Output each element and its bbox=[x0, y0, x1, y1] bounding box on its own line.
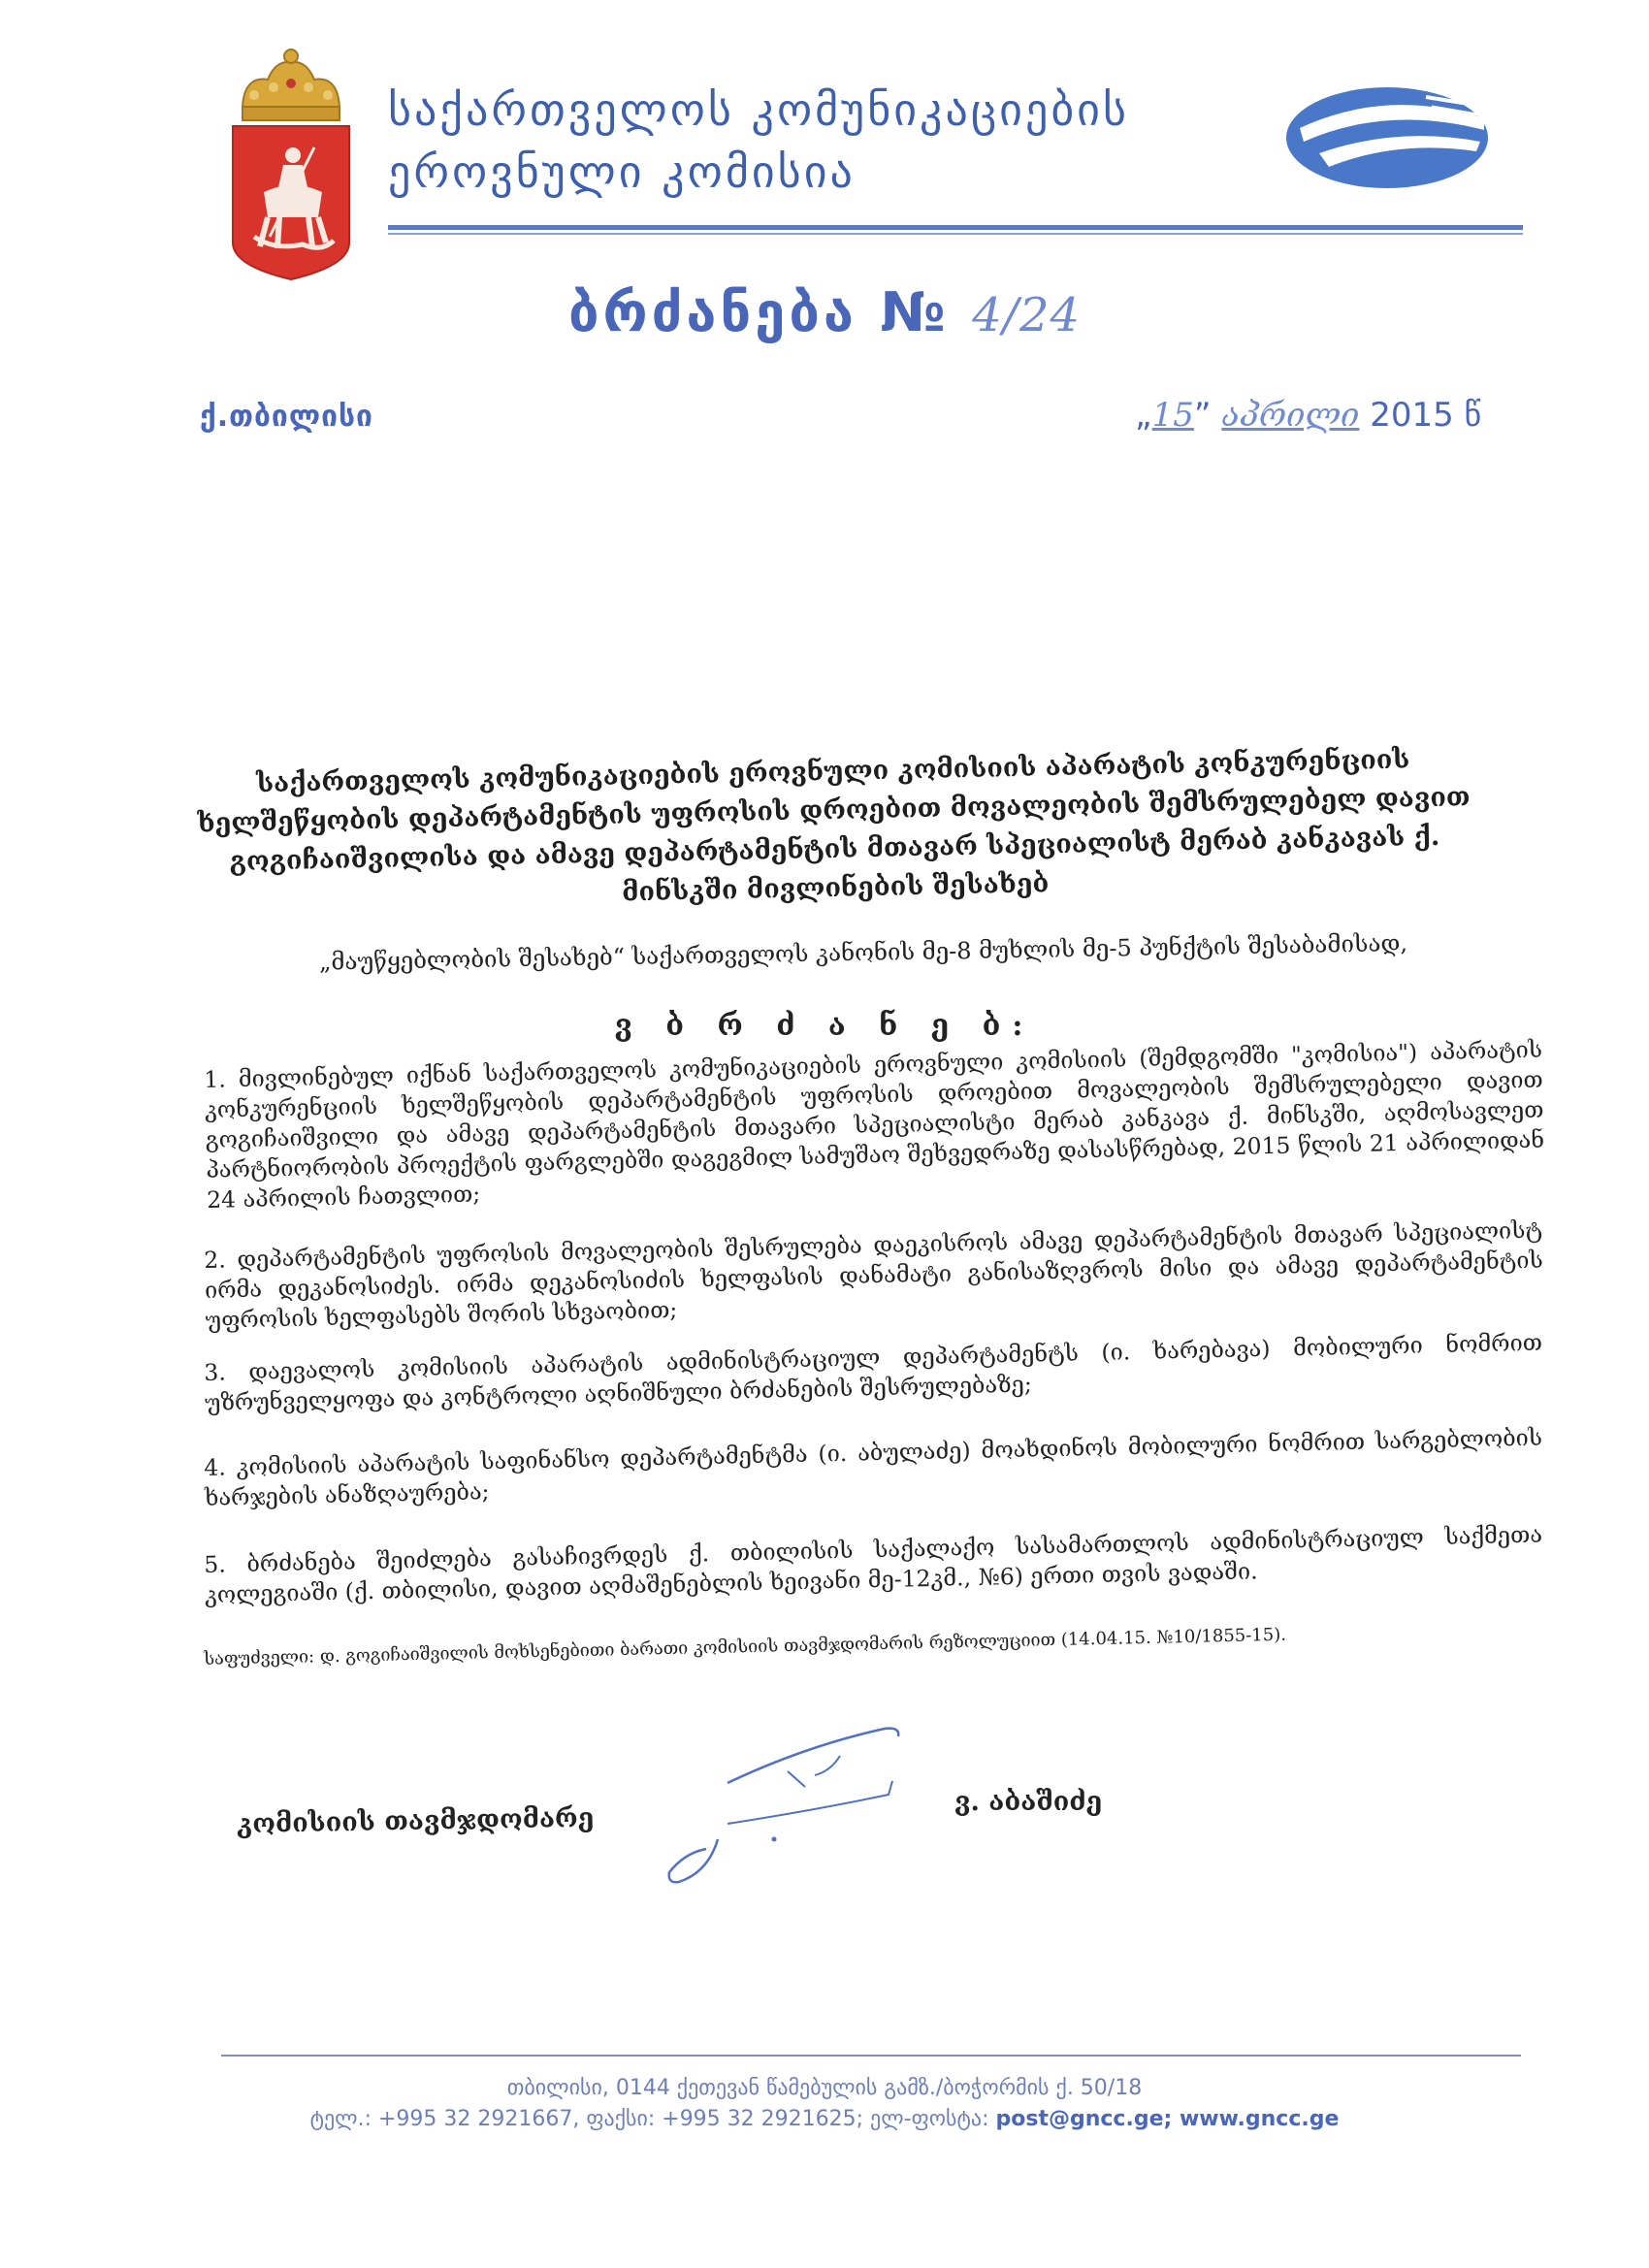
order-number: 4/24 bbox=[972, 288, 1082, 342]
date-open-quote: „ bbox=[1135, 396, 1152, 435]
decree-heading: ვ ბ რ ძ ა ნ ე ბ: bbox=[614, 1009, 1035, 1043]
basis-footnote: საფუძველი: დ. გოგიჩაიშვილის მოხსენებითი ბარათი კომისიის თავმჯდომარის რეზოლუციით (14.04.15. №10/1855-15). bbox=[204, 1624, 1287, 1669]
header-rule bbox=[388, 225, 1523, 230]
city-label: ქ.თბილისი bbox=[200, 400, 373, 434]
order-item-1: 1. მივლინებულ იქნან საქართველოს კომუნიკაციების ეროვნული კომისიის (შემდგომში "კომისია") აპარატის კონკურენციის ხელშეწყობის დეპარტამენტის უფროსის დროებით მოვალეობის შემსრულებელი დავით გოგიჩაიშვილი და ამავე დეპარტამენტის მთავარი სპეციალისტი მერაბ კანკავა ქ. მინსკში, აღმოსავლეთ პარტნიორობის პროექტის ფარგლებში დაგეგმილ სამუშაო შეხვედრაზე დასასწრებად, 2015 წლის 21 აპრილიდან 24 აპრილის ჩათვლით; bbox=[204, 1035, 1545, 1214]
footer-email-website[interactable]: post@gncc.ge; www.gncc.ge bbox=[995, 2107, 1340, 2131]
order-date bbox=[1135, 396, 1481, 435]
order-label: ბრძანება № bbox=[567, 281, 950, 344]
legal-basis: „მაუწყებლობის შესახებ“ საქართველოს კანონის მე-8 მუხლის მე-5 პუნქტის შესაბამისად, bbox=[318, 929, 1408, 976]
order-subject: საქართველოს კომუნიკაციების ეროვნული კომისიის აპარატის კონკურენციის ხელშეწყობის დეპარტამენტის უფროსის დროებით მოვალეობის შემსრულებელ დავით გოგიჩაიშვილისა და ამავე დეპარტამენტის მთავარ სპეციალისტ მერაბ კანკავას ქ. მინსკში მივლინების შესახებ bbox=[197, 744, 1471, 908]
order-item-4: 4. კომისიის აპარატის საფინანსო დეპარტამენტმა (ი. აბულაძე) მოახდინოს მობილური ნომრით სარგებლობის ხარჯების ანაზღაურება; bbox=[204, 1423, 1543, 1511]
footer-rule bbox=[221, 2055, 1521, 2057]
handwritten-signature bbox=[660, 1717, 951, 1892]
coat-of-arms-icon bbox=[225, 47, 357, 285]
order-item-2: 2. დეპარტამენტის უფროსის მოვალეობის შესრულება დაეკისროს ამავე დეპარტამენტის მთავარ სპეციალისტ ირმა დეკანოსიძეს. ირმა დეკანოსიძის ხელფასის დანამატი განისაზღვროს მისი და ამავე დეპარტამენტის უფროსის ხელფასებს შორის სხვაობით; bbox=[204, 1215, 1544, 1334]
date-close-quote: ” bbox=[1193, 396, 1212, 435]
organization-name-line1: საქართველოს კომუნიკაციების bbox=[388, 83, 1129, 136]
date-year: 2015 bbox=[1370, 396, 1454, 435]
date-month: აპრილი bbox=[1221, 396, 1360, 435]
order-item-5: 5. ბრძანება შეიძლება გასაჩივრდეს ქ. თბილისის საქალაქო სასამართლოს ადმინისტრაციულ საქმეთა კოლეგიაში (ქ. თბილისი, დავით აღმაშენებლის ხეივანი მე-12კმ., №6) ერთი თვის ვადაში. bbox=[204, 1520, 1543, 1608]
date-day: 15 bbox=[1151, 396, 1194, 435]
date-suffix: წ bbox=[1464, 396, 1482, 435]
header-rule-thin bbox=[388, 233, 1523, 235]
footer-phone-fax: ტელ.: +995 32 2921667, ფაქსი: +995 32 2921625; ელ-ფოსტა: bbox=[309, 2107, 989, 2131]
order-title bbox=[0, 281, 1649, 344]
footer-contacts bbox=[0, 2107, 1649, 2131]
signatory-name: ვ. აბაშიძე bbox=[954, 1787, 1103, 1817]
footer-address: თბილისი, 0144 ქეთევან წამებულის გამზ./ბოჭორმის ქ. 50/18 bbox=[506, 2076, 1143, 2100]
order-item-3: 3. დაევალოს კომისიის აპარატის ადმინისტრაციულ დეპარტამენტს (ი. ხარებავა) მობილური ნომრით უზრუნველყოფა და კონტროლი აღნიშნული ბრძანების შესრულებაზე; bbox=[204, 1328, 1543, 1416]
organization-name-line2: ეროვნული კომისია bbox=[388, 146, 856, 198]
commission-logo-icon bbox=[1280, 78, 1494, 194]
signatory-title: კომისიის თავმჯდომარე bbox=[236, 1802, 595, 1840]
